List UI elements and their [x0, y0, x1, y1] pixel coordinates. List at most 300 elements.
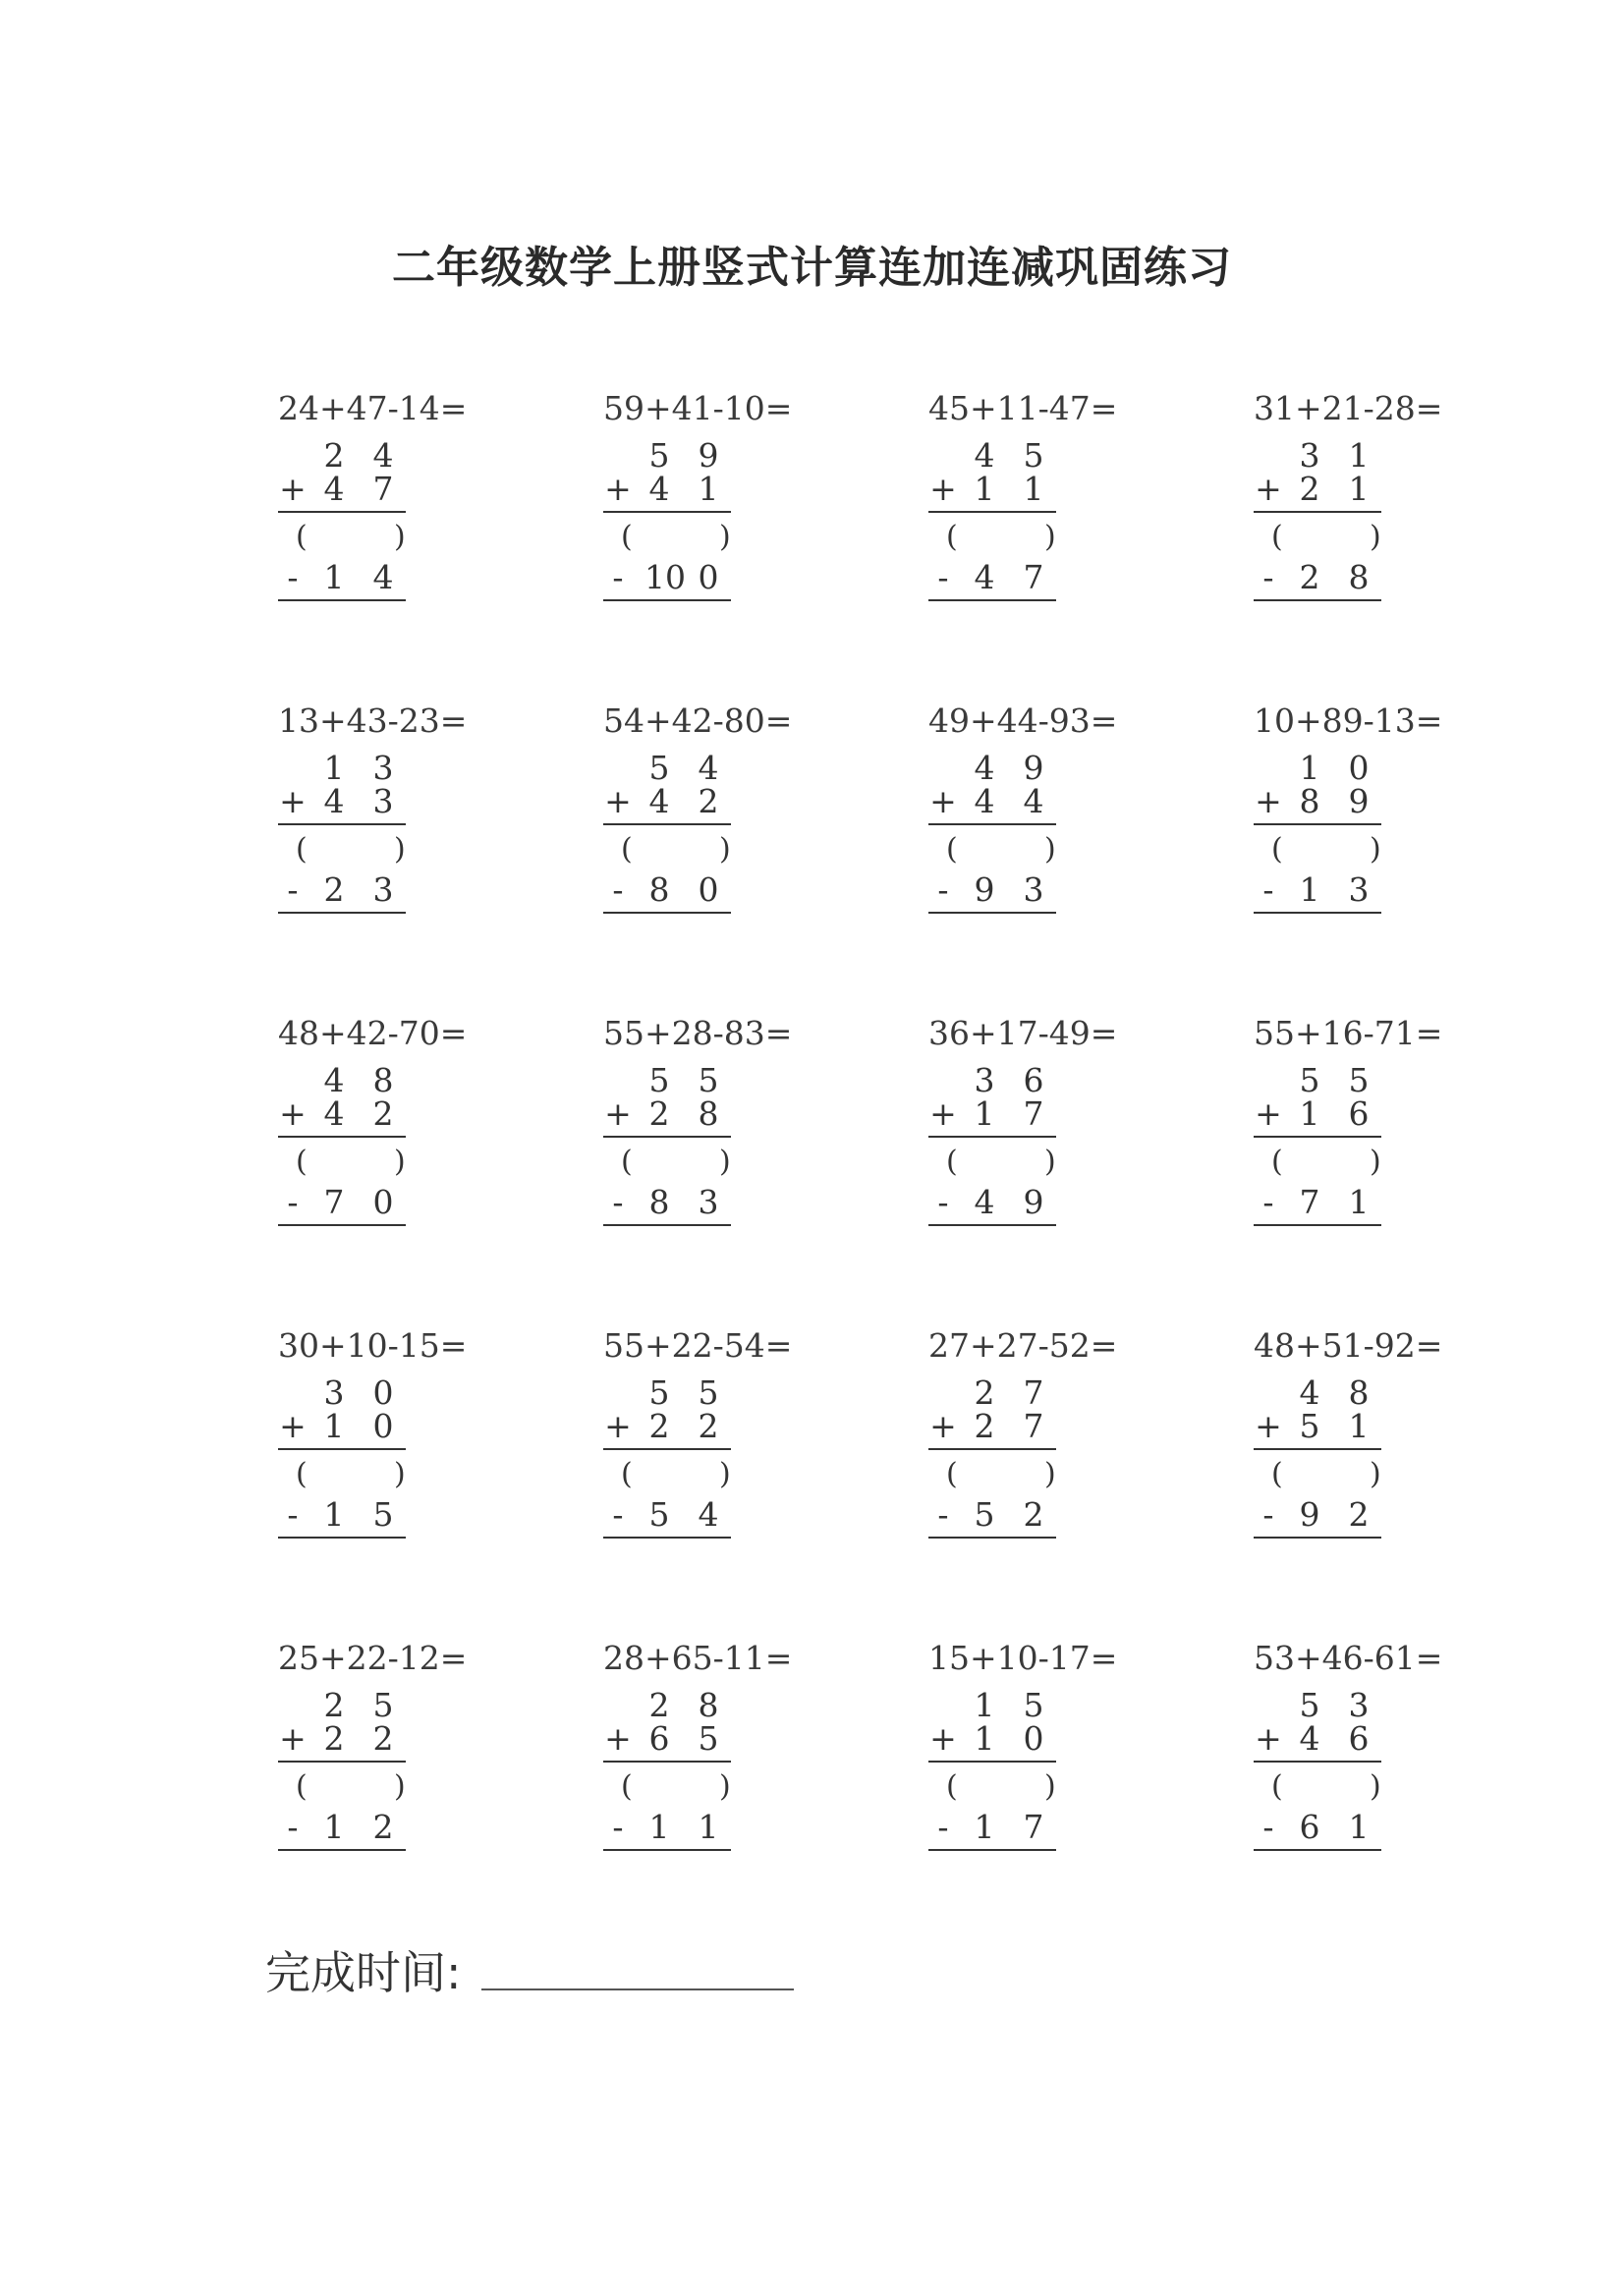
answer-parentheses[interactable] — [928, 1769, 1056, 1805]
minus-sign: - — [287, 1183, 299, 1221]
digit-ones: 9 — [1023, 749, 1044, 787]
first-addend — [1254, 436, 1381, 475]
second-addend — [928, 1407, 1056, 1445]
open-paren: ( — [296, 520, 308, 554]
digit-ones: 8 — [372, 1061, 394, 1099]
minus-sign: - — [937, 558, 949, 596]
sum-line — [1254, 823, 1381, 825]
digit-tens: 1 — [974, 1808, 995, 1846]
plus-sign: + — [279, 470, 307, 508]
close-paren: ) — [394, 1457, 406, 1491]
digit-tens: 7 — [1299, 1183, 1320, 1221]
digit-tens: 8 — [648, 870, 670, 909]
first-addend — [928, 749, 1056, 787]
digit-ones: 2 — [1348, 1495, 1370, 1534]
digit-ones: 2 — [372, 1808, 394, 1846]
digit-ones: 1 — [1348, 436, 1370, 475]
digit-ones: 6 — [1023, 1061, 1044, 1099]
digit-ones: 7 — [1023, 1373, 1044, 1412]
result-line — [603, 1537, 731, 1539]
close-paren: ) — [1370, 832, 1381, 867]
result-line — [603, 1849, 731, 1851]
first-addend — [928, 436, 1056, 475]
result-line — [928, 1537, 1056, 1539]
problem-18 — [603, 1639, 898, 1884]
digit-tens: 1 — [323, 749, 345, 787]
digit-tens: 1 — [1299, 1094, 1320, 1133]
problem-expression: 55+16-71= — [1254, 1014, 1443, 1052]
second-addend — [278, 470, 406, 508]
digit-ones: 8 — [698, 1094, 719, 1133]
digit-tens: 5 — [1299, 1061, 1320, 1099]
first-addend — [1254, 1686, 1381, 1724]
answer-parentheses[interactable] — [928, 520, 1056, 555]
digit-tens: 5 — [648, 436, 670, 475]
sum-line — [278, 511, 406, 513]
digit-tens: 5 — [648, 1495, 670, 1534]
digit-tens: 4 — [974, 558, 995, 596]
subtrahend — [603, 1495, 731, 1534]
digit-tens: 4 — [323, 1094, 345, 1133]
digit-tens: 1 — [974, 470, 995, 508]
minus-sign: - — [612, 1495, 624, 1534]
result-line — [603, 912, 731, 914]
digit-ones: 5 — [1023, 1686, 1044, 1724]
sum-line — [1254, 511, 1381, 513]
sum-line — [1254, 1136, 1381, 1138]
second-addend — [603, 1094, 731, 1133]
digit-ones: 9 — [698, 436, 719, 475]
digit-tens: 2 — [323, 1686, 345, 1724]
answer-parentheses[interactable] — [603, 1457, 731, 1492]
digit-ones: 4 — [372, 436, 394, 475]
digit-ones: 5 — [372, 1495, 394, 1534]
result-line — [928, 1849, 1056, 1851]
second-addend — [928, 1719, 1056, 1758]
answer-parentheses[interactable] — [1254, 1457, 1381, 1492]
plus-sign: + — [604, 782, 632, 820]
digit-tens: 4 — [974, 749, 995, 787]
sum-line — [928, 1761, 1056, 1763]
digit-tens: 2 — [974, 1407, 995, 1445]
open-paren: ( — [621, 520, 633, 554]
problem-3 — [928, 389, 1223, 635]
digit-tens: 2 — [323, 870, 345, 909]
result-line — [278, 912, 406, 914]
plus-sign: + — [279, 782, 307, 820]
completion-time-blank[interactable] — [481, 1988, 794, 1990]
sum-line — [1254, 1448, 1381, 1450]
answer-parentheses[interactable] — [278, 1457, 406, 1492]
digit-tens: 6 — [1299, 1808, 1320, 1846]
subtrahend — [278, 1495, 406, 1534]
digit-tens: 2 — [648, 1686, 670, 1724]
open-paren: ( — [946, 1457, 958, 1491]
digit-ones: 5 — [1023, 436, 1044, 475]
digit-ones: 5 — [698, 1719, 719, 1758]
digit-tens: 7 — [323, 1183, 345, 1221]
open-paren: ( — [1271, 520, 1283, 554]
first-addend — [603, 1061, 731, 1099]
digit-tens: 4 — [974, 436, 995, 475]
first-addend — [928, 1686, 1056, 1724]
sum-line — [278, 823, 406, 825]
close-paren: ) — [394, 520, 406, 554]
digit-ones: 1 — [1348, 1407, 1370, 1445]
first-addend — [928, 1061, 1056, 1099]
sum-line — [278, 1448, 406, 1450]
minus-sign: - — [937, 1808, 949, 1846]
plus-sign: + — [929, 470, 957, 508]
problem-16 — [1254, 1326, 1548, 1572]
answer-parentheses[interactable] — [603, 832, 731, 868]
digit-ones: 3 — [372, 782, 394, 820]
close-paren: ) — [719, 520, 731, 554]
digit-ones: 2 — [1023, 1495, 1044, 1534]
result-line — [928, 912, 1056, 914]
open-paren: ( — [621, 1457, 633, 1491]
digit-tens: 4 — [1299, 1373, 1320, 1412]
plus-sign: + — [1255, 470, 1282, 508]
sum-line — [603, 1448, 731, 1450]
close-paren: ) — [1370, 1145, 1381, 1179]
subtrahend — [1254, 1808, 1381, 1846]
digit-tens: 6 — [648, 1719, 670, 1758]
subtrahend — [603, 558, 731, 596]
problem-expression: 28+65-11= — [603, 1639, 793, 1677]
problem-expression: 30+10-15= — [278, 1326, 468, 1365]
problem-expression: 53+46-61= — [1254, 1639, 1443, 1677]
open-paren: ( — [621, 1145, 633, 1179]
digit-tens: 5 — [1299, 1407, 1320, 1445]
sum-line — [603, 1136, 731, 1138]
digit-tens: 4 — [974, 1183, 995, 1221]
digit-tens: 8 — [648, 1183, 670, 1221]
close-paren: ) — [719, 1145, 731, 1179]
plus-sign: + — [604, 1094, 632, 1133]
plus-sign: + — [604, 1719, 632, 1758]
answer-parentheses[interactable] — [603, 520, 731, 555]
sum-line — [603, 511, 731, 513]
open-paren: ( — [296, 1145, 308, 1179]
problem-expression: 55+22-54= — [603, 1326, 793, 1365]
digit-tens: 2 — [1299, 470, 1320, 508]
subtrahend — [278, 1183, 406, 1221]
first-addend — [278, 1061, 406, 1099]
minus-sign: - — [1262, 1495, 1274, 1534]
plus-sign: + — [1255, 782, 1282, 820]
answer-parentheses[interactable] — [1254, 1145, 1381, 1180]
problem-11 — [928, 1014, 1223, 1260]
close-paren: ) — [1370, 1457, 1381, 1491]
digit-tens: 1 — [1299, 749, 1320, 787]
digit-tens: 4 — [323, 470, 345, 508]
digit-tens: 2 — [648, 1094, 670, 1133]
sum-line — [603, 1761, 731, 1763]
answer-parentheses[interactable] — [1254, 520, 1381, 555]
minus-sign: - — [1262, 558, 1274, 596]
sum-line — [1254, 1761, 1381, 1763]
minus-sign: - — [287, 1808, 299, 1846]
problem-9 — [278, 1014, 573, 1260]
result-line — [278, 1537, 406, 1539]
first-addend — [603, 749, 731, 787]
digit-ones: 7 — [1023, 1094, 1044, 1133]
open-paren: ( — [1271, 832, 1283, 867]
close-paren: ) — [1044, 520, 1056, 554]
subtrahend — [928, 1183, 1056, 1221]
digit-ones: 1 — [1348, 1808, 1370, 1846]
first-addend — [278, 749, 406, 787]
digit-tens: 1 — [323, 558, 345, 596]
close-paren: ) — [719, 1457, 731, 1491]
plus-sign: + — [929, 782, 957, 820]
digit-ones: 3 — [698, 1183, 719, 1221]
problem-expression: 10+89-13= — [1254, 701, 1443, 740]
digit-ones: 9 — [1348, 782, 1370, 820]
first-addend — [603, 436, 731, 475]
problem-12 — [1254, 1014, 1548, 1260]
plus-sign: + — [929, 1094, 957, 1133]
answer-parentheses[interactable] — [928, 832, 1056, 868]
completion-time-label: 完成时间: — [265, 1946, 462, 1999]
problem-14 — [603, 1326, 898, 1572]
problem-2 — [603, 389, 898, 635]
subtrahend — [928, 558, 1056, 596]
second-addend — [278, 1719, 406, 1758]
problem-expression: 36+17-49= — [928, 1014, 1118, 1052]
first-addend — [278, 1686, 406, 1724]
open-paren: ( — [1271, 1457, 1283, 1491]
minus-sign: - — [287, 558, 299, 596]
open-paren: ( — [621, 832, 633, 867]
result-line — [928, 1224, 1056, 1226]
plus-sign: + — [279, 1407, 307, 1445]
digit-tens: 9 — [974, 870, 995, 909]
digit-ones: 3 — [372, 870, 394, 909]
digit-tens: 1 — [974, 1686, 995, 1724]
digit-tens: 1 — [1299, 870, 1320, 909]
digit-ones: 8 — [1348, 558, 1370, 596]
digit-ones: 4 — [1023, 782, 1044, 820]
problem-17 — [278, 1639, 573, 1884]
problem-expression: 55+28-83= — [603, 1014, 793, 1052]
plus-sign: + — [279, 1719, 307, 1758]
problem-expression: 24+47-14= — [278, 389, 468, 427]
digit-tens: 5 — [648, 1061, 670, 1099]
minus-sign: - — [1262, 870, 1274, 909]
minus-sign: - — [287, 870, 299, 909]
subtrahend — [928, 870, 1056, 909]
answer-parentheses[interactable] — [928, 1145, 1056, 1180]
digit-ones: 3 — [1023, 870, 1044, 909]
digit-ones: 1 — [1348, 1183, 1370, 1221]
minus-sign: - — [937, 1495, 949, 1534]
second-addend — [928, 1094, 1056, 1133]
digit-ones: 3 — [1348, 1686, 1370, 1724]
open-paren: ( — [621, 1769, 633, 1804]
digit-ones: 3 — [372, 749, 394, 787]
second-addend — [278, 1094, 406, 1133]
close-paren: ) — [394, 1769, 406, 1804]
minus-sign: - — [937, 1183, 949, 1221]
digit-tens: 1 — [648, 1808, 670, 1846]
second-addend — [278, 782, 406, 820]
digit-tens: 8 — [1299, 782, 1320, 820]
subtrahend — [603, 1183, 731, 1221]
result-line — [278, 1849, 406, 1851]
problem-7 — [928, 701, 1223, 947]
problem-15 — [928, 1326, 1223, 1572]
second-addend — [928, 470, 1056, 508]
digit-tens: 2 — [323, 1719, 345, 1758]
first-addend — [1254, 749, 1381, 787]
second-addend — [1254, 1407, 1381, 1445]
problem-expression: 48+42-70= — [278, 1014, 468, 1052]
plus-sign: + — [929, 1719, 957, 1758]
plus-sign: + — [604, 1407, 632, 1445]
plus-sign: + — [929, 1407, 957, 1445]
answer-parentheses[interactable] — [928, 1457, 1056, 1492]
close-paren: ) — [1370, 1769, 1381, 1804]
problem-expression: 45+11-47= — [928, 389, 1118, 427]
problem-expression: 13+43-23= — [278, 701, 468, 740]
first-addend — [603, 1686, 731, 1724]
problem-20 — [1254, 1639, 1548, 1884]
digit-tens: 4 — [648, 782, 670, 820]
plus-sign: + — [604, 470, 632, 508]
problem-expression: 49+44-93= — [928, 701, 1118, 740]
first-addend — [1254, 1061, 1381, 1099]
first-addend — [603, 1373, 731, 1412]
digit-ones: 7 — [1023, 1407, 1044, 1445]
answer-parentheses[interactable] — [278, 832, 406, 868]
digit-tens: 5 — [974, 1495, 995, 1534]
digit-ones: 0 — [372, 1373, 394, 1412]
digit-tens: 1 — [323, 1407, 345, 1445]
result-line — [278, 1224, 406, 1226]
sum-line — [928, 823, 1056, 825]
result-line — [1254, 912, 1381, 914]
subtrahend — [278, 870, 406, 909]
second-addend — [278, 1407, 406, 1445]
digit-tens: 2 — [1299, 558, 1320, 596]
answer-parentheses[interactable] — [1254, 832, 1381, 868]
digit-tens: 5 — [648, 749, 670, 787]
answer-parentheses[interactable] — [278, 1145, 406, 1180]
sum-line — [603, 823, 731, 825]
digit-ones: 7 — [372, 470, 394, 508]
minus-sign: - — [937, 870, 949, 909]
close-paren: ) — [1044, 1457, 1056, 1491]
sum-line — [928, 1448, 1056, 1450]
second-addend — [603, 782, 731, 820]
close-paren: ) — [1370, 520, 1381, 554]
open-paren: ( — [946, 1769, 958, 1804]
digit-ones: 2 — [372, 1719, 394, 1758]
digit-tens: 2 — [974, 1373, 995, 1412]
minus-sign: - — [612, 1183, 624, 1221]
digit-ones: 1 — [1023, 470, 1044, 508]
digit-ones: 6 — [1348, 1094, 1370, 1133]
sum-line — [278, 1136, 406, 1138]
close-paren: ) — [1044, 1145, 1056, 1179]
digit-ones: 0 — [1348, 749, 1370, 787]
answer-parentheses[interactable] — [603, 1145, 731, 1180]
open-paren: ( — [1271, 1145, 1283, 1179]
close-paren: ) — [394, 1145, 406, 1179]
minus-sign: - — [287, 1495, 299, 1534]
result-line — [278, 599, 406, 601]
answer-parentheses[interactable] — [278, 1769, 406, 1805]
second-addend — [1254, 1094, 1381, 1133]
open-paren: ( — [946, 520, 958, 554]
digit-ones: 1 — [1348, 470, 1370, 508]
digit-ones: 4 — [698, 1495, 719, 1534]
problem-5 — [278, 701, 573, 947]
digit-ones: 5 — [372, 1686, 394, 1724]
digit-ones: 7 — [1023, 558, 1044, 596]
first-addend — [928, 1373, 1056, 1412]
result-line — [928, 599, 1056, 601]
close-paren: ) — [394, 832, 406, 867]
digit-tens: 3 — [974, 1061, 995, 1099]
close-paren: ) — [1044, 832, 1056, 867]
result-line — [603, 599, 731, 601]
second-addend — [603, 1719, 731, 1758]
problem-4 — [1254, 389, 1548, 635]
digit-ones: 7 — [1023, 1808, 1044, 1846]
subtrahend — [278, 558, 406, 596]
plus-sign: + — [1255, 1719, 1282, 1758]
digit-ones: 3 — [1348, 870, 1370, 909]
page-title: 二年级数学上册竖式计算连加连减巩固练习 — [392, 243, 1232, 293]
minus-sign: - — [1262, 1808, 1274, 1846]
sum-line — [928, 511, 1056, 513]
digit-tens: 9 — [1299, 1495, 1320, 1534]
problem-expression: 27+27-52= — [928, 1326, 1118, 1365]
problem-1 — [278, 389, 573, 635]
digit-tens: 1 — [323, 1808, 345, 1846]
first-addend — [278, 436, 406, 475]
subtrahend — [1254, 1495, 1381, 1534]
digit-tens: 1 — [974, 1094, 995, 1133]
digit-ones: 5 — [1348, 1061, 1370, 1099]
open-paren: ( — [296, 1769, 308, 1804]
digit-ones: 2 — [372, 1094, 394, 1133]
digit-ones: 8 — [1348, 1373, 1370, 1412]
second-addend — [603, 1407, 731, 1445]
problem-6 — [603, 701, 898, 947]
subtrahend — [278, 1808, 406, 1846]
result-line — [1254, 1537, 1381, 1539]
digit-tens: 5 — [1299, 1686, 1320, 1724]
digit-tens: 3 — [1299, 436, 1320, 475]
digit-tens: 2 — [323, 436, 345, 475]
digit-ones: 0 — [372, 1183, 394, 1221]
answer-parentheses[interactable] — [603, 1769, 731, 1805]
close-paren: ) — [719, 832, 731, 867]
digit-tens: 4 — [323, 782, 345, 820]
plus-sign: + — [279, 1094, 307, 1133]
sum-line — [278, 1761, 406, 1763]
digit-tens: 10 — [644, 558, 686, 596]
problem-8 — [1254, 701, 1548, 947]
open-paren: ( — [946, 832, 958, 867]
close-paren: ) — [1044, 1769, 1056, 1804]
answer-parentheses[interactable] — [278, 520, 406, 555]
answer-parentheses[interactable] — [1254, 1769, 1381, 1805]
